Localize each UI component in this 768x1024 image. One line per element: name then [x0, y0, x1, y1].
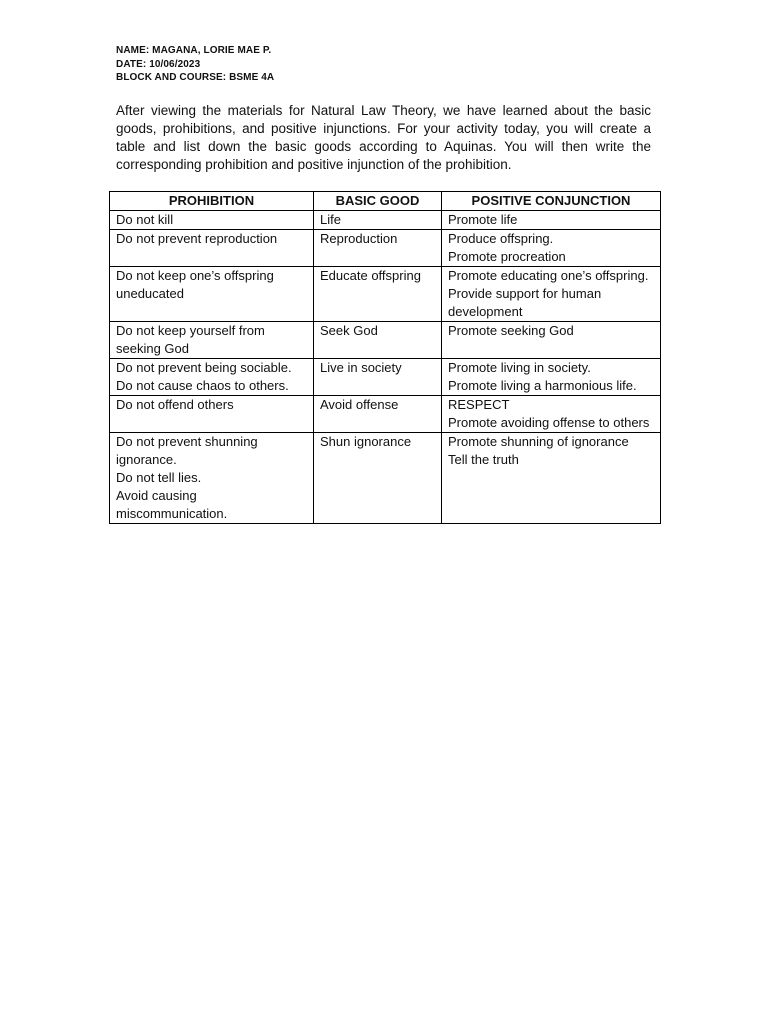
- positive-conjunction-text: Promote avoiding offense to others: [448, 415, 650, 430]
- positive-conjunction-text: Promote shunning of ignorance: [448, 434, 629, 449]
- table-row: [110, 396, 661, 433]
- prohibition-cell: [110, 230, 314, 267]
- positive-conjunction-cell: [442, 359, 661, 396]
- positive-conjunction-text: Promote life: [448, 212, 518, 227]
- column-header-positive-conjunction: POSITIVE CONJUNCTION: [442, 192, 661, 211]
- prohibition-text: Do not offend others: [116, 397, 234, 412]
- prohibition-text: Do not keep one’s offspring uneducated: [116, 268, 274, 301]
- basic-good-cell: Educate offspring: [314, 267, 442, 322]
- positive-conjunction-text: Promote seeking God: [448, 323, 574, 338]
- column-header-prohibition: PROHIBITION: [110, 192, 314, 211]
- student-name: NAME: MAGANA, LORIE MAE P.: [116, 45, 272, 56]
- prohibition-text: Do not kill: [116, 212, 174, 227]
- table-row: [110, 433, 661, 524]
- positive-conjunction-text: RESPECT: [448, 397, 510, 412]
- student-info-header: [116, 44, 274, 85]
- prohibition-cell: [110, 433, 314, 524]
- natural-law-table: [109, 191, 661, 524]
- prohibition-cell: [110, 211, 314, 230]
- prohibition-text: Do not tell lies.: [116, 470, 202, 485]
- prohibition-text: Do not prevent reproduction: [116, 231, 278, 246]
- positive-conjunction-cell: [442, 396, 661, 433]
- basic-good-cell: Seek God: [314, 322, 442, 359]
- positive-conjunction-cell: [442, 267, 661, 322]
- table-row: [110, 359, 661, 396]
- prohibition-text: Do not prevent being sociable.: [116, 360, 292, 375]
- prohibition-text: Avoid causing miscommunication.: [116, 488, 228, 521]
- positive-conjunction-text: Tell the truth: [448, 452, 519, 467]
- positive-conjunction-text: Promote procreation: [448, 249, 566, 264]
- table-header-row: [110, 192, 661, 211]
- activity-instructions: After viewing the materials for Natural Law Theory, we have learned about the basic goods, prohibitions, and positive injunctions. For your activity today, you will create a table and list down the basic goods according to Aquinas. You will then write the corresponding prohibition and positive injunction of the prohibition.: [116, 103, 651, 172]
- positive-conjunction-cell: [442, 230, 661, 267]
- prohibition-cell: [110, 322, 314, 359]
- table-body: [110, 211, 661, 524]
- positive-conjunction-cell: [442, 211, 661, 230]
- positive-conjunction-text: Produce offspring.: [448, 231, 554, 246]
- positive-conjunction-cell: [442, 322, 661, 359]
- basic-good-cell: Live in society: [314, 359, 442, 396]
- positive-conjunction-text: Provide support for human development: [448, 286, 602, 319]
- table-row: [110, 322, 661, 359]
- positive-conjunction-cell: [442, 433, 661, 524]
- basic-good-cell: Shun ignorance: [314, 433, 442, 524]
- positive-conjunction-text: Promote living in society.: [448, 360, 591, 375]
- prohibition-cell: [110, 359, 314, 396]
- basic-good-cell: Reproduction: [314, 230, 442, 267]
- positive-conjunction-text: Promote educating one’s offspring.: [448, 268, 649, 283]
- prohibition-text: Do not prevent shunning ignorance.: [116, 434, 258, 467]
- table-row: [110, 267, 661, 322]
- prohibition-text: Do not keep yourself from seeking God: [116, 323, 265, 356]
- submission-date: DATE: 10/06/2023: [116, 58, 201, 70]
- basic-good-cell: Avoid offense: [314, 396, 442, 433]
- prohibition-cell: [110, 396, 314, 433]
- table-row: [110, 211, 661, 230]
- positive-conjunction-text: Promote living a harmonious life.: [448, 378, 637, 393]
- table-row: [110, 230, 661, 267]
- basic-good-cell: Life: [314, 211, 442, 230]
- block-and-course: BLOCK AND COURSE: BSME 4A: [116, 72, 275, 83]
- prohibition-cell: [110, 267, 314, 322]
- column-header-basic-good: BASIC GOOD: [314, 192, 442, 211]
- prohibition-text: Do not cause chaos to others.: [116, 378, 289, 393]
